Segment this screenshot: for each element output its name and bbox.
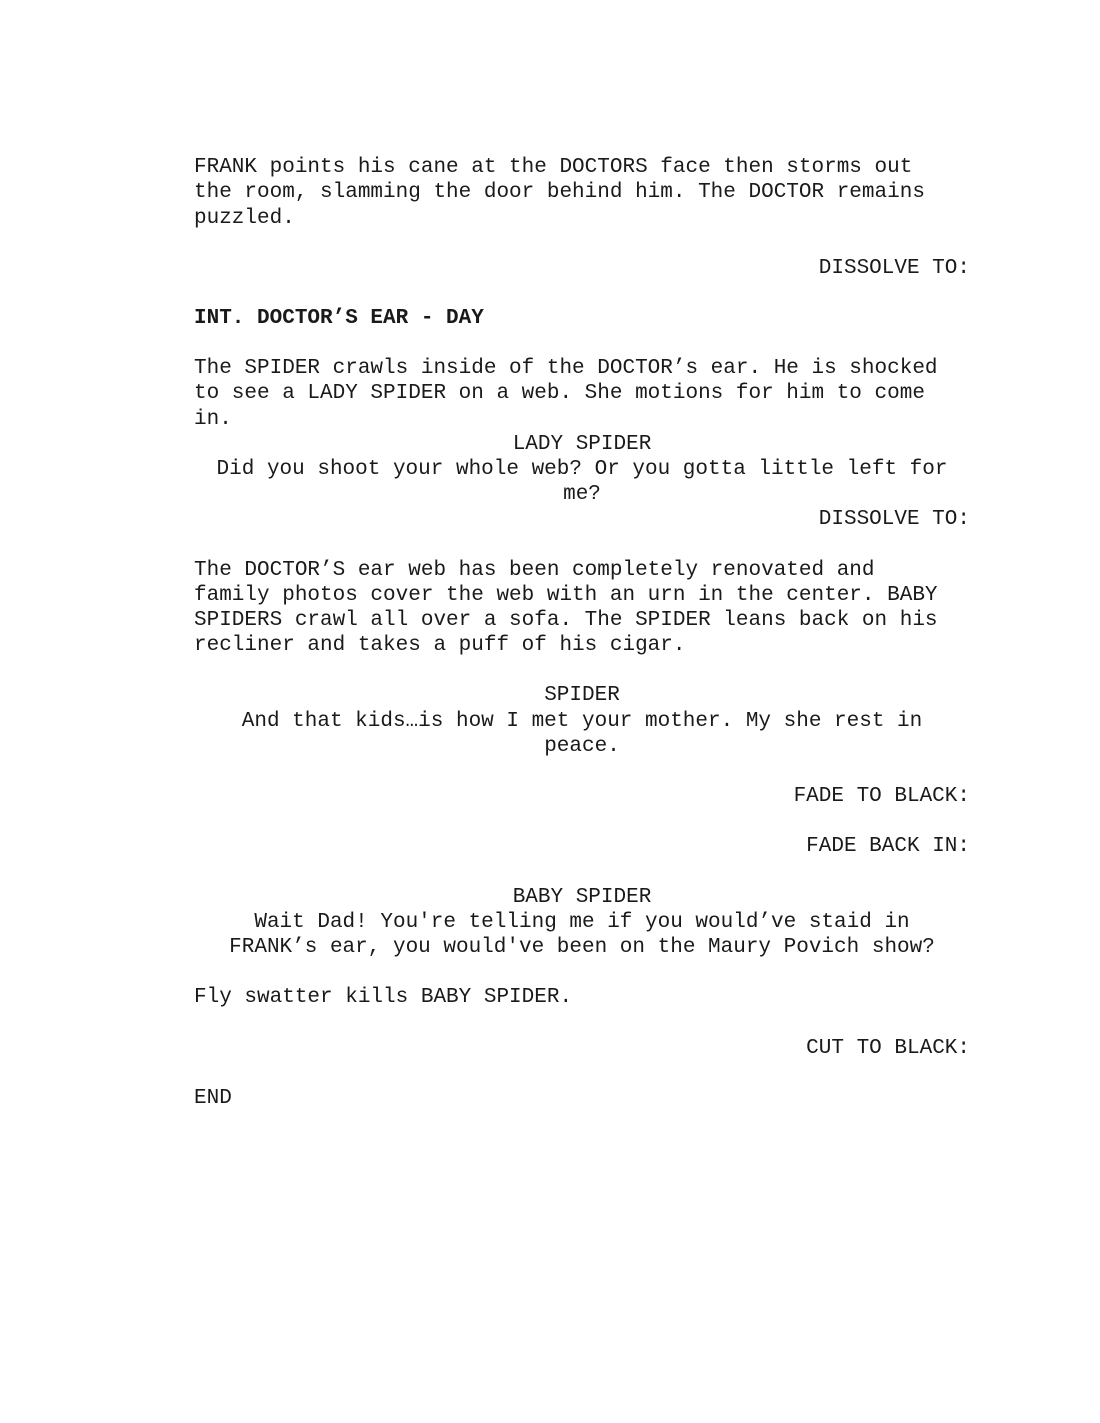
scene-heading: INT. DOCTOR’S EAR - DAY (194, 307, 484, 330)
action-line: in. (194, 408, 232, 431)
dialogue-line: Wait Dad! You're telling me if you would’ve staid in (254, 911, 910, 934)
character-name: LADY SPIDER (512, 433, 652, 456)
dialogue-line: FRANK’s ear, you would've been on the Maury Povich show? (229, 936, 935, 959)
transition: DISSOLVE TO: (818, 257, 970, 280)
transition: DISSOLVE TO: (818, 508, 970, 531)
character-name: BABY SPIDER (512, 886, 652, 909)
action-line: family photos cover the web with an urn in the center. BABY (194, 584, 938, 607)
dialogue-line: Did you shoot your whole web? Or you gotta little left for (216, 458, 948, 481)
action-line: puzzled. (194, 207, 295, 230)
action-line: The SPIDER crawls inside of the DOCTOR’s ear. He is shocked (194, 357, 938, 380)
action-line: recliner and takes a puff of his cigar. (194, 634, 686, 657)
action-line: The DOCTOR’S ear web has been completely renovated and (194, 559, 875, 582)
character-name: SPIDER (544, 684, 620, 707)
action-line: Fly swatter kills BABY SPIDER. (194, 986, 573, 1009)
end-marker: END (194, 1087, 232, 1110)
action-line: the room, slamming the door behind him. The DOCTOR remains (194, 181, 925, 204)
dialogue-line: me? (563, 483, 601, 506)
action-line: SPIDERS crawl all over a sofa. The SPIDER leans back on his (194, 609, 938, 632)
transition: FADE TO BLACK: (793, 785, 970, 808)
action-line: to see a LADY SPIDER on a web. She motions for him to come (194, 382, 925, 405)
transition: CUT TO BLACK: (806, 1037, 970, 1060)
action-line: FRANK points his cane at the DOCTORS face then storms out (194, 156, 913, 179)
dialogue-line: And that kids…is how I met your mother. My she rest in (241, 710, 923, 733)
dialogue-line: peace. (544, 735, 620, 758)
transition: FADE BACK IN: (806, 835, 970, 858)
